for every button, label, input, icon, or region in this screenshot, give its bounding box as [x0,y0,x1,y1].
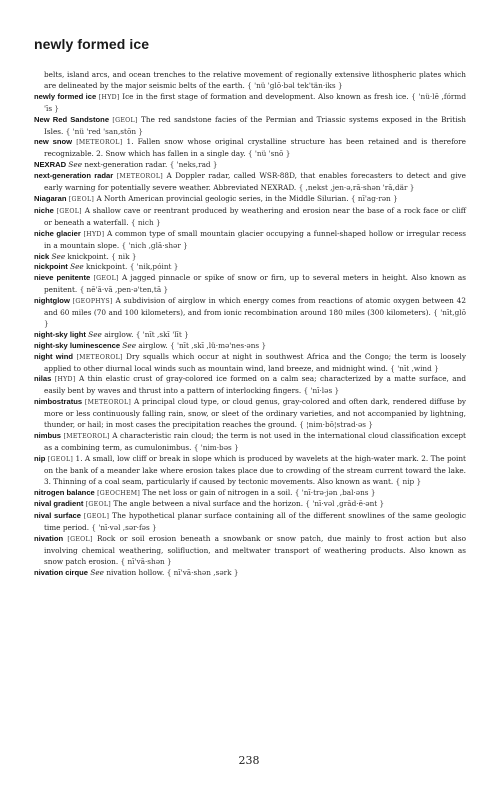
entry-pronunciation: { ¦nim·bō¦strad·əs } [299,420,374,430]
entry-definition: knickpoint. [67,251,109,261]
entry-pronunciation: { 'nī·trə·jən ,bal·əns } [294,487,376,497]
glossary-entry [34,194,466,206]
entry-field-label: [HYD] [83,230,105,238]
entry-pronunciation: { 'nīt,glō } [44,308,466,328]
entry-definition: The red sandstone facies of the Permian and Triassic systems exposed in the British Isles. [44,114,466,136]
entry-definition: A characteristic rain cloud; the term is not used in the international cloud classification except as a combining term, as cumulonimbus. [44,431,466,452]
entry-headword: Niagaran [34,193,67,203]
entry-field-label: [METEOROL] [84,399,132,407]
glossary-entry [34,431,466,454]
glossary-entry [34,511,466,534]
entry-see-reference: See [122,340,137,350]
entry-pronunciation: { 'nīt ,wind } [390,363,439,373]
entry-field-label: [GEOL] [67,536,93,544]
entry-pronunciation: { 'nīt ,skī 'līt } [135,329,189,339]
entry-definition: Rock or soil erosion beneath a snowbank or snow patch, due mainly to frost action but also involving chemical weathering, solifluction, and meltwater transport of weathering products. Also known as snow patch erosion. [44,534,467,566]
entry-field-label: [GEOL] [47,455,74,463]
entry-field-label: [METEOROL] [116,173,163,181]
glossary-entry [34,273,466,296]
entry-headword: New Red Sandstone [34,114,110,124]
entry-headword: nip [34,453,46,463]
entry-see-reference: See [70,262,84,272]
entry-headword: niche glacier [34,228,81,238]
entry-field-label: [GEOL] [56,207,82,215]
entry-definition: A subdivision of airglow in which energy comes from reactions of atomic oxygen between 42 and 60 miles (70 and 100 kilometers), and from ionic recombination around 180 miles (300 kilometers). [44,296,466,318]
entry-pronunciation: { 'nü 'red 'san,stōn } [65,126,144,136]
glossary-entry [34,296,466,330]
entry-pronunciation: { 'nī·vəl ,grād·ē·ənt } [305,499,385,509]
entry-see-reference: See [51,251,66,261]
entry-pronunciation: { 'nü 'glō·bəl tek'tän·iks } [247,80,343,90]
entry-field-label: [GEOL] [112,116,138,124]
glossary-entry [34,454,466,488]
entry-field-label: [GEOPHYS] [72,298,113,306]
entry-definition: A principal cloud type, or cloud genus, gray-colored and often dark, rendered diffuse by more or less continuously falling rain, snow, or sleet of the ordinary varieties, and not accompanied by lightning, thunder, or hail; in most cases the precipitation reaches the ground. [44,397,466,430]
page-number: 238 [238,754,260,767]
entry-headword: night wind [34,351,74,361]
glossary-entry [34,352,466,375]
glossary-entries [34,70,466,579]
glossary-entry [34,534,466,568]
entry-pronunciation: { 'nīt ,skī ,lü·mə'nes·əns } [170,340,267,350]
entry-pronunciation: { 'neks,rad } [169,160,218,170]
entry-definition: next-generation radar. [84,160,168,170]
entry-headword: NEXRAD [34,160,67,170]
entry-headword: nilas [34,374,52,384]
entry-headword: nival surface [34,511,82,521]
entry-definition: A Doppler radar, called WSR-88D, that enables forecasters to detect and give early warning for potentially severe weather. Abbreviated NEXRAD. [44,171,466,193]
entry-pronunciation: { 'nī·ləs } [303,386,340,396]
entry-definition: The angle between a nival surface and the horizon. [113,499,304,509]
entry-pronunciation: { nich } [130,217,161,227]
entry-headword: nival gradient [34,499,84,509]
entry-definition: airglow. [104,329,134,339]
entry-headword: night-sky luminescence [34,340,121,350]
entry-definition: 1. Fallen snow whose original crystalline structure has been retained and is therefore recognizable. 2. Snow which has fallen in a single day. [44,137,466,159]
entry-field-label: [GEOL] [68,195,95,203]
glossary-entry [34,330,466,341]
entry-headword: nivation cirque [34,567,89,577]
entry-definition: A thin elastic crust of gray-colored ice formed on a calm sea; characterized by a matte surface, and easily bent by waves and thrust into a pattern of interlocking fingers. [44,374,466,396]
entry-pronunciation: { 'nü 'snō } [247,149,291,159]
entry-definition: A jagged pinnacle or spike of snow or firn, up to several meters in height. Also known as penitent. [44,273,466,295]
entry-field-label: [METEOROL] [76,353,123,361]
entry-headword: nivation [34,534,64,544]
entry-pronunciation: { nī'vā·shən ,sərk } [166,567,239,577]
entry-headword: nimbus [34,431,62,440]
entry-headword: next-generation radar [34,171,114,181]
entry-field-label: [GEOL] [83,513,110,521]
entry-definition: A shallow cave or reentrant produced by weathering and erosion near the base of a rock face or cliff or beneath a waterfall. [44,205,466,227]
entry-pronunciation: { 'nik,póint } [129,262,179,272]
running-head: newly formed ice [34,36,150,52]
entry-headword: new snow [34,137,73,147]
entry-see-reference: See [68,160,83,170]
entry-definition: A North American provincial geologic series, in the Middle Silurian. [96,193,349,203]
glossary-entry [34,206,466,229]
entry-headword: nick [34,251,50,261]
entry-pronunciation: { nip } [395,476,422,486]
entry-field-label: [GEOL] [93,275,119,283]
entry-definition: 1. A small, low cliff or break in slope which is produced by wavelets at the high-water mark. 2. The point on the bank of a meander lake where erosion takes place due to crowding of the stream current toward the lake. 3. Thinning of a coal seam, particularly if caused by tectonic movements. Also known as want. [44,453,466,486]
entry-headword: newly formed ice [34,91,97,101]
glossary-entry [34,397,466,431]
entry-field-label: [METEOROL] [63,433,110,440]
entry-headword: nickpoint [34,262,68,272]
entry-field-label: [METEOROL] [76,139,123,147]
glossary-entry [34,252,466,263]
entry-field-label: [HYD] [54,376,76,384]
entry-pronunciation: { nē'ā·vā ,pen·ə'ten,tā } [79,285,169,295]
glossary-entry [34,341,466,352]
entry-definition: belts, island arcs, and ocean trenches to the relative movement of regionally extensive lithospheric plates which are delineated by the major seismic belts of the earth. [44,70,466,90]
glossary-entry [34,374,466,397]
entry-pronunciation: { ,nekst ,jen·ə,rā·shən 'rā,där } [298,183,415,193]
entry-headword: nightglow [34,296,70,306]
entry-field-label: [HYD] [98,93,120,101]
glossary-entry [34,70,466,92]
entry-see-reference: See [90,567,104,577]
entry-headword: niche [34,205,54,215]
glossary-entry [34,115,466,138]
entry-headword: nimbostratus [34,397,83,407]
entry-headword: nitrogen balance [34,487,95,497]
entry-pronunciation: { 'nī·vəl ,sər·fəs } [91,523,157,533]
entry-definition: A common type of small mountain glacier occupying a funnel-shaped hollow or irregular recess in a mountain slope. [44,228,466,250]
entry-headword: night-sky light [34,329,86,339]
glossary-entry [34,160,466,171]
glossary-entry [34,568,466,579]
entry-see-reference: See [88,329,102,339]
glossary-entry [34,229,466,252]
glossary-entry [34,92,466,115]
glossary-entry [34,488,466,500]
entry-pronunciation: { nī'vā·shən } [120,556,172,566]
entry-headword: nieve penitente [34,273,91,283]
entry-pronunciation: { 'nü·lē ,fórmd 'īs } [44,91,466,113]
glossary-entry [34,499,466,511]
entry-field-label: [GEOL] [85,501,111,509]
entry-definition: airglow. [138,340,168,350]
entry-field-label: [GEOCHEM] [97,489,141,497]
entry-definition: Dry squalls which occur at night in southwest Africa and the Congo; the term is loosely applied to other diurnal local winds such as mountain wind, land breeze, and midnight wind. [44,351,466,373]
entry-definition: knickpoint. [86,262,128,272]
entry-pronunciation: { 'nim·bəs } [193,442,239,452]
entry-definition: Ice in the first stage of formation and development. Also known as fresh ice. [122,91,409,101]
entry-pronunciation: { 'nich ,glā·shər } [121,240,188,250]
entry-pronunciation: { nik } [111,251,137,261]
entry-definition: The hypothetical planar surface containing all of the different snowlines of the same geologic time period. [44,511,466,533]
entry-definition: nivation hollow. [106,567,165,577]
glossary-entry [34,171,466,194]
glossary-entry [34,262,466,273]
entry-definition: The net loss or gain of nitrogen in a soil. [142,487,293,497]
entry-pronunciation: { nī'ag·rən } [350,193,398,203]
glossary-entry [34,137,466,160]
